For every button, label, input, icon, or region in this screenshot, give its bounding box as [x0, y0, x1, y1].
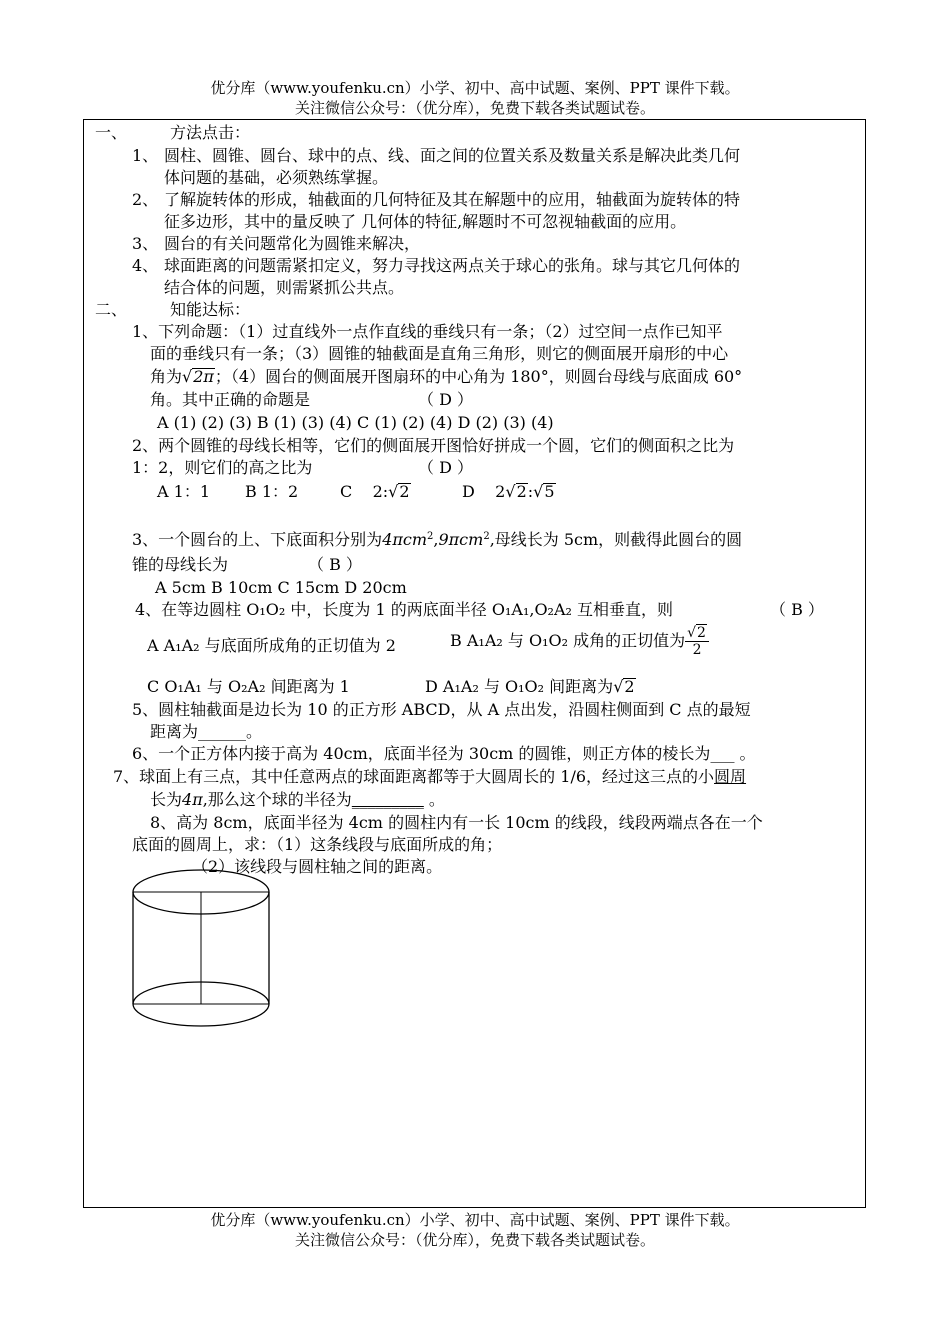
method-item-4-line2: 结合体的问题，则需紧抓公共点。	[164, 278, 405, 297]
q2-option-b: B 1：2	[245, 482, 299, 501]
q5-line1: 5、圆柱轴截面是边长为 10 的正方形 ABCD，从 A 点出发，沿圆柱侧面到 C 点的最短	[132, 700, 751, 719]
method-item-4-line1: 球面距离的问题需紧扣定义，努力寻找这两点关于球心的张角。球与其它几何体的	[164, 256, 741, 275]
q4-option-c: C O₁A₁ 与 O₂A₂ 间距离为 1	[147, 677, 350, 696]
page-header-line1: 优分库（www.youfenku.cn）小学、初中、高中试题、案例、PPT 课件下载。	[210, 79, 740, 97]
q1-line2: 面的垂线只有一条；（3）圆锥的轴截面是直角三角形，则它的侧面展开扇形的中心	[150, 344, 729, 363]
page-header-line2: 关注微信公众号：（优分库），免费下载各类试题试卷。	[294, 99, 655, 117]
cylinder-figure	[126, 862, 276, 1034]
q6-line: 6、一个正方体内接于高为 40cm，底面半径为 30cm 的圆锥，则正方体的棱长为___ 。	[132, 744, 756, 763]
q3-options: A 5cm B 10cm C 15cm D 20cm	[155, 578, 407, 597]
section2-title: 知能达标：	[170, 300, 251, 319]
section1-number: 一、	[95, 123, 128, 142]
sqrt-argument: 2π	[193, 367, 214, 386]
q8-line2: 底面的圆周上，求：（1）这条线段与底面所成的角；	[132, 835, 503, 854]
q2-option-c: C 2:√2	[340, 482, 410, 501]
sqrt-symbol: √	[182, 367, 193, 386]
section1-title: 方法点击：	[170, 123, 251, 142]
q2-option-a: A 1：1	[157, 482, 211, 501]
page-footer-line2: 关注微信公众号：（优分库），免费下载各类试题试卷。	[294, 1231, 655, 1249]
q5-line2: 距离为______。	[150, 722, 263, 741]
q4-answer: （ B ）	[770, 600, 824, 619]
method-item-2-number: 2、	[132, 190, 159, 209]
q7-line2: 长为4π,那么这个球的半径为_________ 。	[150, 790, 445, 809]
page-footer-line1: 优分库（www.youfenku.cn）小学、初中、高中试题、案例、PPT 课件下载。	[210, 1211, 740, 1229]
q3-line2: 锥的母线长为	[132, 555, 229, 574]
method-item-4-number: 4、	[132, 256, 159, 275]
q7-line1: 7、球面上有三点，其中任意两点的球面距离都等于大圆周长的 1/6，经过这三点的小圆周	[113, 767, 747, 786]
q2-option-d: D 2√2:√5	[462, 482, 555, 501]
q2-line1: 2、两个圆锥的母线长相等，它们的侧面展开图恰好拼成一个圆，它们的侧面积之比为	[132, 436, 735, 455]
q1-line4: 角。其中正确的命题是	[150, 390, 311, 409]
cylinder-bottom-front-arc	[133, 1004, 269, 1026]
q3-line1: 3、一个圆台的上、下底面积分别为4πcm$^2$,9πcm$^2$,母线长为 5cm，则截得此圆台的圆	[132, 530, 743, 549]
q2-answer: （ D ）	[418, 458, 474, 477]
method-item-2-line2: 征多边形，其中的量反映了 几何体的特征,解题时不可忽视轴截面的应用。	[164, 212, 687, 231]
q8-line1: 8、高为 8cm，底面半径为 4cm 的圆柱内有一长 10cm 的线段，线段两端点各在一个	[150, 813, 763, 832]
q1-line1: 1、下列命题：（1）过直线外一点作直线的垂线只有一条；（2）过空间一点作已知平	[132, 322, 723, 341]
q8-line3: （2）该线段与圆柱轴之间的距离。	[192, 857, 443, 876]
q4-option-b: B A₁A₂ 与 O₁O₂ 成角的正切值为 $\frac{√2}{2}$	[450, 624, 709, 658]
method-item-1-line1: 圆柱、圆锥、圆台、球中的点、线、面之间的位置关系及数量关系是解决此类几何	[164, 146, 741, 165]
method-item-3-number: 3、	[132, 234, 159, 253]
q4-option-a: A A₁A₂ 与底面所成角的正切值为 2	[147, 636, 396, 655]
q4-stem: 4、在等边圆柱 O₁O₂ 中，长度为 1 的两底面半径 O₁A₁,O₂A₂ 互相垂直，则	[135, 600, 674, 619]
q4-option-d: D A₁A₂ 与 O₁O₂ 间距离为√2	[425, 677, 635, 696]
section2-number: 二、	[95, 300, 128, 319]
q2-line2: 1：2，则它们的高之比为	[132, 458, 313, 477]
q1-options: A (1) (2) (3) B (1) (3) (4) C (1) (2) (4) D (2) (3) (4)	[157, 413, 554, 432]
method-item-2-line1: 了解旋转体的形成，轴截面的几何特征及其在解题中的应用，轴截面为旋转体的特	[164, 190, 741, 209]
q1-answer: （ D ）	[418, 390, 474, 409]
q3-answer: （ B ）	[308, 555, 362, 574]
method-item-3-line1: 圆台的有关问题常化为圆锥来解决，	[164, 234, 421, 253]
q1-line3: 角为√2π；（4）圆台的侧面展开图扇环的中心角为 180°，则圆台母线与底面成 60°	[150, 367, 743, 386]
method-item-1-number: 1、	[132, 146, 159, 165]
method-item-1-line2: 体问题的基础，必须熟练掌握。	[164, 168, 389, 187]
